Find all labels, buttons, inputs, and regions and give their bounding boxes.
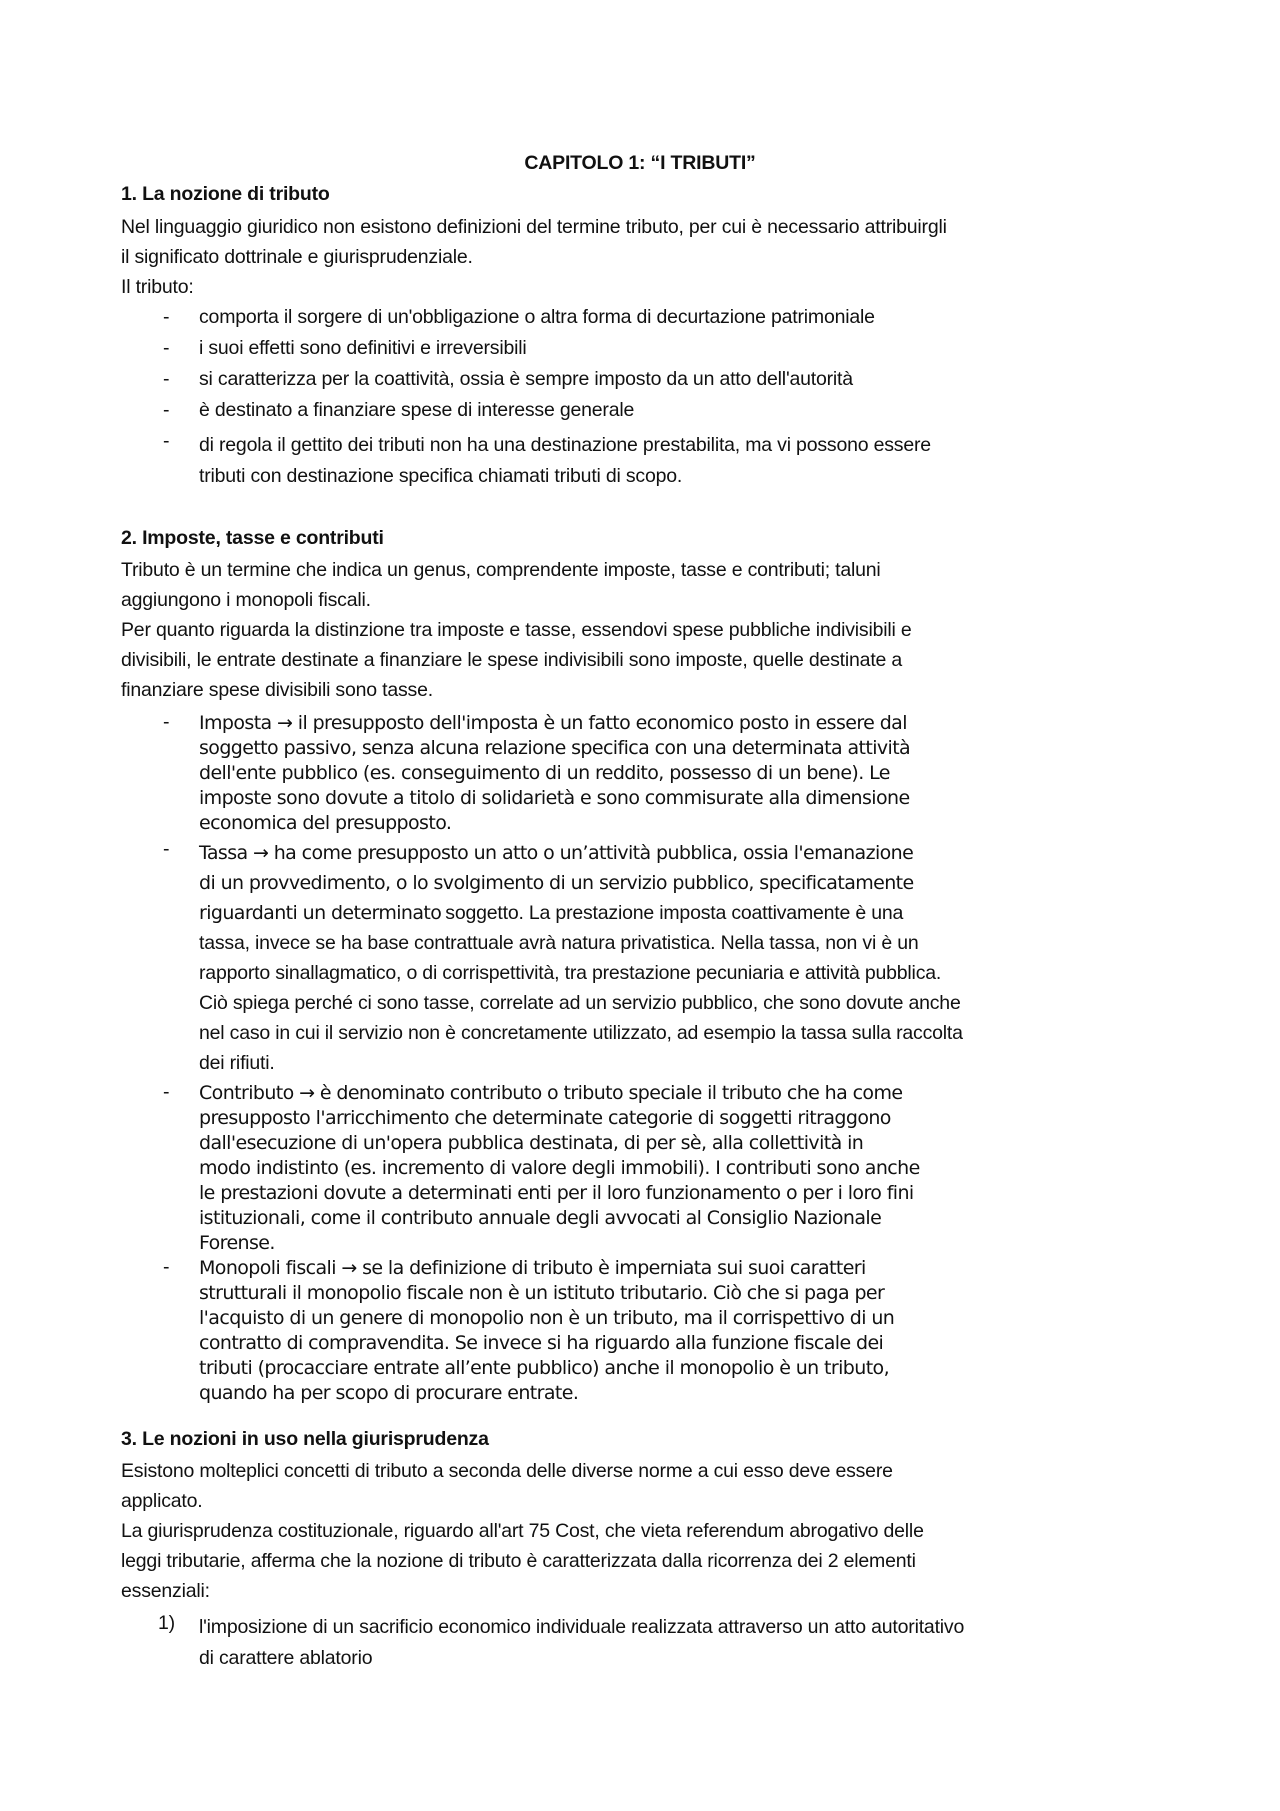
list-item-text: è destinato a finanziare spese di interesse generale (199, 399, 635, 421)
list-item-text (199, 838, 1174, 1078)
text-line: il significato dottrinale e giurisprudenziale. (121, 246, 473, 268)
text-span: riguardanti un determinato (199, 902, 442, 924)
page-title: CAPITOLO 1: “I TRIBUTI” (524, 152, 756, 174)
text-line: di regola il gettito dei tributi non ha una destinazione prestabilita, ma vi possono essere (199, 434, 931, 456)
list-item-text (199, 711, 1174, 836)
text-line: dei rifiuti. (199, 1052, 275, 1074)
text-line (199, 898, 1174, 928)
text-line: Esistono molteplici concetti di tributo a seconda delle diverse norme a cui esso deve essere (121, 1460, 893, 1482)
text-line: Il tributo: (121, 276, 194, 298)
text-line: Tassa → ha come presupposto un atto o un’attività pubblica, ossia l'emanazione (199, 842, 914, 864)
text-line: le prestazioni dovute a determinati enti per il loro funzionamento o per i loro fini (199, 1182, 914, 1204)
text-line: soggetto passivo, senza alcuna relazione specifica con una determinata attività (199, 737, 911, 759)
list-item-text (199, 1081, 1174, 1256)
text-line: Tributo è un termine che indica un genus, comprendente imposte, tasse e contributi; taluni (121, 559, 881, 581)
list-item-text: i suoi effetti sono definitivi e irreversibili (199, 337, 527, 359)
text-line: l'imposizione di un sacrificio economico individuale realizzata attraverso un atto autoritativo (199, 1616, 965, 1638)
text-span: soggetto. La prestazione imposta coattivamente è una (445, 902, 904, 924)
text-line: istituzionali, come il contributo annuale degli avvocati al Consiglio Nazionale (199, 1207, 882, 1229)
numbered-item-text (199, 1612, 1174, 1673)
text-line: strutturali il monopolio fiscale non è un istituto tributario. Ciò che si paga per (199, 1282, 885, 1304)
text-line: Monopoli fiscali → se la definizione di tributo è imperniata sui suoi caratteri (199, 1257, 866, 1279)
bullet-dash: - (163, 1256, 170, 1278)
list-item-text (199, 430, 1174, 491)
text-line: nel caso in cui il servizio non è concretamente utilizzato, ad esempio la tassa sulla raccolta (199, 1022, 963, 1044)
bullet-dash: - (163, 838, 170, 860)
bullet-dash: - (163, 399, 170, 421)
bullet-dash: - (163, 711, 170, 733)
text-line: applicato. (121, 1490, 203, 1512)
text-line: quando ha per scopo di procurare entrate. (199, 1382, 579, 1404)
text-line: Contributo → è denominato contributo o tributo speciale il tributo che ha come (199, 1082, 903, 1104)
number-marker: 1) (158, 1612, 175, 1634)
text-line: dall'esecuzione di un'opera pubblica destinata, di per sè, alla collettività in (199, 1132, 864, 1154)
bullet-dash: - (163, 306, 170, 328)
text-line: contratto di compravendita. Se invece si ha riguardo alla funzione fiscale dei (199, 1332, 884, 1354)
list-item-text (199, 1256, 1174, 1406)
section-1-paragraph (121, 212, 1171, 302)
text-line: tributi con destinazione specifica chiamati tributi di scopo. (199, 464, 683, 487)
bullet-dash: - (163, 430, 170, 452)
section-heading-3: 3. Le nozioni in uso nella giurisprudenza (121, 1428, 489, 1450)
section-3-paragraph (121, 1456, 1171, 1606)
text-line: Per quanto riguarda la distinzione tra imposte e tasse, essendovi spese pubbliche indivisibili e (121, 619, 912, 641)
section-heading-1: 1. La nozione di tributo (121, 183, 330, 205)
section-2-paragraph (121, 555, 1171, 705)
text-line: Nel linguaggio giuridico non esistono definizioni del termine tributo, per cui è necessario attribuirgli (121, 216, 947, 238)
text-line: Ciò spiega perché ci sono tasse, correlate ad un servizio pubblico, che sono dovute anche (199, 992, 961, 1014)
text-line: modo indistinto (es. incremento di valore degli immobili). I contributi sono anche (199, 1157, 920, 1179)
bullet-dash: - (163, 337, 170, 359)
text-line: Forense. (199, 1232, 275, 1254)
bullet-dash: - (163, 1081, 170, 1103)
text-line: tassa, invece se ha base contrattuale avrà natura privatistica. Nella tassa, non vi è un (199, 932, 919, 954)
text-line: imposte sono dovute a titolo di solidarietà e sono commisurate alla dimensione (199, 787, 910, 809)
text-line: aggiungono i monopoli fiscali. (121, 589, 371, 611)
bullet-dash: - (163, 368, 170, 390)
text-line: tributi (procacciare entrate all’ente pubblico) anche il monopolio è un tributo, (199, 1357, 890, 1379)
text-line: Imposta → il presupposto dell'imposta è un fatto economico posto in essere dal (199, 712, 907, 734)
list-item-text: comporta il sorgere di un'obbligazione o altra forma di decurtazione patrimoniale (199, 306, 875, 328)
text-line: essenziali: (121, 1580, 210, 1602)
text-line: leggi tributarie, afferma che la nozione di tributo è caratterizzata dalla ricorrenza dei 2 elementi (121, 1550, 916, 1572)
text-line: di carattere ablatorio (199, 1646, 373, 1669)
text-line: presupposto l'arricchimento che determinate categorie di soggetti ritraggono (199, 1107, 891, 1129)
text-line: rapporto sinallagmatico, o di corrispettività, tra prestazione pecuniaria e attività pubblica. (199, 962, 942, 984)
section-heading-2: 2. Imposte, tasse e contributi (121, 527, 384, 549)
text-line: La giurisprudenza costituzionale, riguardo all'art 75 Cost, che vieta referendum abrogativo delle (121, 1520, 924, 1542)
text-line: economica del presupposto. (199, 812, 452, 834)
text-line: finanziare spese divisibili sono tasse. (121, 679, 433, 701)
text-line: di un provvedimento, o lo svolgimento di un servizio pubblico, specificatamente (199, 872, 914, 894)
text-line: dell'ente pubblico (es. conseguimento di un reddito, possesso di un bene). Le (199, 762, 890, 784)
text-line: divisibili, le entrate destinate a finanziare le spese indivisibili sono imposte, quelle destinate a (121, 649, 903, 671)
text-line: l'acquisto di un genere di monopolio non è un tributo, ma il corrispettivo di un (199, 1307, 895, 1329)
list-item-text: si caratterizza per la coattività, ossia è sempre imposto da un atto dell'autorità (199, 368, 853, 390)
